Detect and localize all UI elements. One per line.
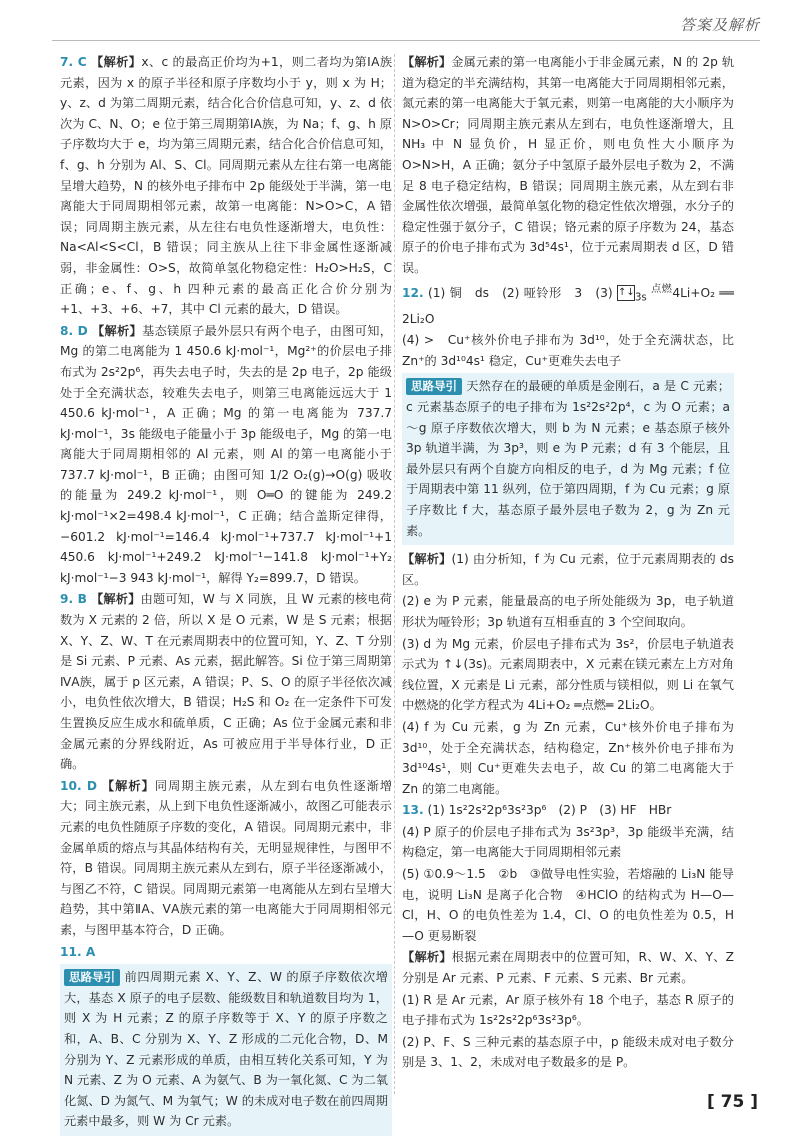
hint-box-q12 (402, 373, 734, 545)
question-10-text: 同周期主族元素，从左到右电负性逐渐增大；同主族元素，从上到下电负性逐渐减小，故图乙可能表示元素的电负性随原子序数的变化，A 错误。同周期元素中，非金属单质的熔点与其晶体结构有关，无明显规律性，与图甲不符，B 错误。同周期主族元素从左到右，原子半径逐渐减小，与图乙不符，C 错误。同周期元素第一电离能从左到右呈增大趋势，其中第ⅡA、ⅤA族元素的第一电离能大于同周期相邻元素，与图甲基本符合，D 正确。 (60, 778, 393, 937)
question-12-analysis-2: (2) e 为 P 元素，能量最高的电子所处能级为 3p，电子轨道形状为哑铃形；3p 轨道有互相垂直的 3 个空间取向。 (402, 594, 734, 629)
question-12-answers (402, 280, 734, 330)
right-column (402, 52, 734, 1074)
hint-text-q11: 前四周期元素 X、Y、Z、W 的原子序数依次增大，基态 X 原子的电子层数、能级数目和轨道数目均为 1，则 X 为 H 元素；Z 的原子序数等于 X、Y 的原子序数之和，A、B、C 分别为 X、Y、Z 形成的二元化合物，D、M 分别为 Y、Z 元素形成的单质，由相互转化关系可知，Y 为 N 元素、Z 为 O 元素、A 为氨气、B 为一氧化氮、C 为二氧化氮、D 为氮气、M 为氧气；W 的未成对电子数在前四周期元素中最多，则 W 为 Cr 元素。 (64, 970, 388, 1129)
question-12-number: 12. (402, 285, 424, 300)
question-12-analysis-3: (3) d 为 Mg 元素，价层电子排布式为 3s²，价层电子轨道表示式为 ↑↓(3s)。元素周期表中，X 元素在镁元素左上方对角线位置，X 元素是 Li 元素，部分性质与镁相似，则 Li 在氧气中燃烧的化学方程式为 4Li+O₂ ═点燃═ 2Li₂O。 (402, 636, 734, 713)
question-8-text: 基态镁原子最外层只有两个电子，由图可知，Mg 的第二电离能为 1 450.6 kJ·mol⁻¹，Mg²⁺的价层电子排布式为 2s²2p⁶，再失去电子时，失去的是 2p 电子，2p 能级处于全充满状态，较难失去电子，则第三电离能远远大于 1 450.6 kJ·mol⁻¹，A 正确；Mg 的第一电离能为 737.7 kJ·mol⁻¹，3s 能级电子能量小于 3p 能级电子，Mg 的第一电离能大于同周期相邻的 Al 元素，则 Al 的第一电离能小于 737.7 kJ·mol⁻¹，B 正确；由图可知 1/2 O₂(g)→O(g) 吸收的能量为 249.2 kJ·mol⁻¹，则 O═O 的键能为 249.2 kJ·mol⁻¹×2=498.4 kJ·mol⁻¹，C 正确；结合盖斯定律得，−601.2 kJ·mol⁻¹=146.4 kJ·mol⁻¹+737.7 kJ·mol⁻¹+1 450.6 kJ·mol⁻¹+249.2 kJ·mol⁻¹−141.8 kJ·mol⁻¹+Y₂ kJ·mol⁻¹−3 943 kJ·mol⁻¹，解得 Y₂=899.7，D 错误。 (60, 323, 392, 585)
question-13-number: 13. (402, 803, 424, 818)
question-8 (60, 321, 392, 589)
analysis-tag: 【解析】 (101, 778, 155, 793)
analysis-tag: 【解析】 (90, 55, 142, 69)
question-11-analysis-text: 金属元素的第一电离能小于非金属元素，N 的 2p 轨道为稳定的半充满结构，其第一电离能大于同周期相邻元素，氮元素的第一电离能大于氧元素，则第一电离能的大小顺序为 N>O>Cr；同周期主族元素从左到右，电负性逐渐增大，且 NH₃ 中 N 显负价，H 显正价，则电负性大小顺序为 O>N>H，A 正确；氨分子中氢原子最外层电子数为 2，不满足 8 电子稳定结构，B 错误；同周期主族元素，从左到右非金属性依次增强，最简单氢化物的稳定性依次增强，水分子的稳定性强于氨分子，C 错误；铬元素的原子序数为 24，基态原子的价电子排布式为 3d⁵4s¹，位于元素周期表 d 区，D 错误。 (402, 55, 735, 275)
question-12-line2: (4) > Cu⁺核外价电子排布为 3d¹⁰，处于全充满状态，比 Zn⁺的 3d¹⁰4s¹ 稳定，Cu⁺更难失去电子 (402, 333, 734, 368)
question-9-number: 9. B (60, 592, 87, 607)
question-13-line3: (5) ①0.9～1.5 ②b ③做导电性实验，若熔融的 Li₃N 能导电，说明 Li₃N 是离子化合物 ④HClO 的结构式为 H—O—Cl，H、O 的电负性差为 1.4，Cl、O 的电负性差为 0.5，H—O 更易断裂 (402, 867, 734, 943)
question-10 (60, 776, 392, 941)
question-13-line2: (4) P 原子的价层电子排布式为 3s²3p³，3p 能级半充满，结构稳定，第一电离能大于同周期相邻元素 (402, 824, 734, 860)
question-12-analysis-4: (4) f 为 Cu 元素，g 为 Zn 元素，Cu⁺核外价电子排布为 3d¹⁰，处于全充满状态，结构稳定，Zn⁺核外价电子排布为 3d¹⁰4s¹，则 Cu⁺更难失去电子，故 Cu 的第二电离能大于 Zn 的第二电离能。 (402, 719, 734, 796)
analysis-text: (1) 由分析知，f 为 Cu 元素，位于元素周期表的 ds 区。 (402, 552, 735, 587)
analysis-tag: 【解析】 (402, 950, 452, 965)
question-9-text: 由题可知，W 与 X 同族，且 W 元素的核电荷数为 X 元素的 2 倍，所以 X 是 O 元素，W 是 S 元素；根据 X、Y、Z、W、T 在元素周期表中的位置可知，Y、Z、T 分别是 Si 元素、P 元素、As 元素，据此解答。Si 位于第三周期第ⅣA族，属于 p 区元素，A 错误；P、S、O 的原子半径依次减小，电负性依次增大，B 错误；H₂S 和 O₂ 在一定条件下可发生置换反应生成水和硫单质，C 正确；As 位于金属元素和非金属元素的分界线附近，As 可被应用于半导体行业，D 正确。 (60, 592, 392, 772)
question-13-answers (402, 800, 734, 821)
question-12-equation: 4Li+O₂ ══ 2Li₂O (402, 285, 735, 326)
analysis-tag: 【解析】 (402, 55, 452, 69)
hint-label: 思路导引 (406, 378, 462, 395)
question-13-analysis-2: (1) R 是 Ar 元素，Ar 原子核外有 18 个电子，基态 R 原子的电子排布式为 1s²2s²2p⁶3s²3p⁶。 (402, 992, 734, 1028)
question-12-analysis-1 (402, 549, 734, 590)
header-title: 答案及解析 (679, 16, 760, 34)
question-10-number: 10. D (60, 778, 97, 793)
analysis-tag: 【解析】 (402, 552, 452, 567)
reaction-condition: 点燃 (651, 283, 673, 295)
page-number: [ 75 ] (706, 1092, 758, 1112)
header-rule (52, 40, 760, 41)
question-8-number: 8. D (60, 323, 88, 338)
page-header (0, 0, 800, 44)
question-11-analysis (402, 52, 734, 279)
hint-text-q12: 天然存在的最硬的单质是金刚石，a 是 C 元素；c 元素基态原子的电子排布为 1s²2s²2p⁴，c 为 O 元素；a～g 原子序数依次增大，则 b 为 N 元素；e 基态原子核外 3p 轨道半满，为 3p³，则 e 为 P 元素；d 有 3 个能层，且最外层只有两个自旋方向相反的电子，d 为 Mg 元素；f 位于周期表中第 11 纵列，位于第四周期，f 为 Cu 元素；g 原子序数比 f 大，基态原子最外层电子数为 2，g 为 Zn 元素。 (406, 379, 730, 538)
analysis-text: 根据元素在周期表中的位置可知，R、W、X、Y、Z 分别是 Ar 元素、P 元素、F 元素、S 元素、Br 元素。 (402, 950, 734, 986)
question-13-analysis-1 (402, 947, 734, 988)
question-7-number: 7. C (60, 55, 87, 69)
column-divider (394, 54, 395, 1094)
question-13-analysis-3: (2) P、F、S 三种元素的基态原子中，p 能级未成对电子数分别是 3、1、2，未成对电子数最多的是 P。 (402, 1034, 734, 1070)
orbital-label: 3s (634, 292, 647, 304)
question-9 (60, 589, 392, 774)
analysis-tag: 【解析】 (90, 592, 141, 607)
question-11-number: 11. A (60, 944, 96, 959)
question-7-text: x、c 的最高正价均为+1，则二者均为第ⅠA族元素，因为 x 的原子半径和原子序数均小于 y，则 x 为 H；y、z、d 为第二周期元素，结合化合价信息可知，y、z、d 依次为 C、N、O；e 位于第三周期第ⅠA族，为 Na；f、g、h 原子序数均大于 e，均为第三周期元素，结合化合价信息可知，f、g、h 分别为 Al、S、Cl。同周期元素从左往右第一电离能呈增大趋势，N 的核外电子排布中 2p 能级处于半满，第一电离能大于同周期相邻元素，故第一电离能：N>O>C，A 错误；同周期主族元素，从左往右电负性逐渐增大，电负性：Na<Al<S<Cl，B 错误；同主族从上往下非金属性逐渐减弱，非金属性：O>S，故简单氢化物稳定性：H₂O>H₂S，C 正确；e、f、g、h 四种元素的最高正化合价分别为+1、+3、+6、+7，其中 Cl 元素的最大，D 错误。 (60, 55, 393, 317)
left-column (60, 52, 392, 1140)
question-7 (60, 52, 392, 320)
question-12-line1: (1) 铜 ds (2) 哑铃形 3 (3) (427, 285, 613, 300)
hint-box-q11 (60, 964, 392, 1136)
analysis-tag: 【解析】 (92, 323, 143, 338)
hint-label: 思路导引 (64, 969, 120, 986)
question-11 (60, 942, 392, 963)
question-13-line1: (1) 1s²2s²2p⁶3s²3p⁶ (2) P (3) HF HBr (427, 803, 672, 818)
orbital-box: ↑↓ (617, 285, 635, 301)
